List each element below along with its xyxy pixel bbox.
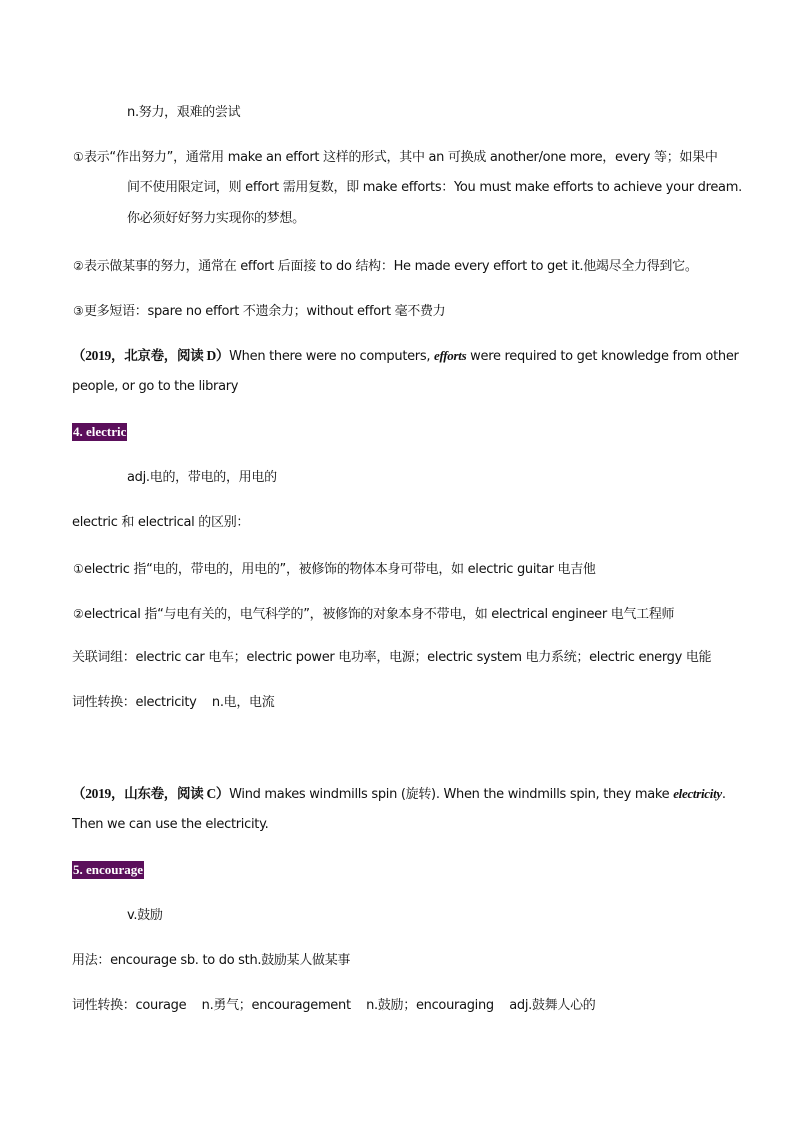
circled-number-3: ③ <box>73 304 84 318</box>
effort-note-1-translation: 你必须好好努力实现你的梦想。 <box>127 211 305 226</box>
effort-note-1-text: 表示“作出努力”，通常用 make an effort 这样的形式，其中 an 可换成 another/one more，every 等；如果中 <box>84 150 718 165</box>
example-keyword: efforts <box>434 348 467 363</box>
example-text-cont: . <box>721 787 726 802</box>
effort-note-1 <box>73 148 718 167</box>
example-text-cont: were required to get knowledge from other <box>466 349 739 364</box>
electric-note-1 <box>73 560 596 579</box>
circled-number-2: ② <box>73 607 84 621</box>
example-keyword: electricity <box>673 786 722 801</box>
example-source: （2019，山东卷，阅读 C） <box>72 786 230 801</box>
example-source: （2019，北京卷，阅读 D） <box>72 348 230 363</box>
effort-note-3 <box>73 302 445 321</box>
encourage-conversion: 词性转换：courage n.勇气；encouragement n.鼓励；encouraging adj.鼓舞人心的 <box>72 998 596 1013</box>
electric-example-line-2: Then we can use the electricity. <box>72 817 269 832</box>
effort-example-line-2: people, or go to the library <box>72 379 239 394</box>
electric-conversion: 词性转换：electricity n.电，电流 <box>72 695 275 710</box>
encourage-usage: 用法：encourage sb. to do sth.鼓励某人做某事 <box>72 953 351 968</box>
effort-definition: n.努力，艰难的尝试 <box>127 105 241 120</box>
circled-number-1: ① <box>73 150 84 164</box>
circled-number-1: ① <box>73 562 84 576</box>
electric-phrases: 关联词组：electric car 电车；electric power 电功率，电源；electric system 电力系统；electric energy 电能 <box>72 650 712 665</box>
effort-note-2 <box>73 257 698 276</box>
example-text: When there were no computers, <box>229 349 434 364</box>
electric-note-2 <box>73 605 674 624</box>
electric-example <box>72 785 726 804</box>
effort-note-2-text: 表示做某事的努力，通常在 effort 后面接 to do 结构：He made every effort to get it.他竭尽全力得到它。 <box>84 259 698 274</box>
electric-diff-title: electric 和 electrical 的区别： <box>72 515 250 530</box>
encourage-definition: v.鼓励 <box>127 908 163 923</box>
effort-note-3-text: 更多短语：spare no effort 不遗余力；without effort 毫不费力 <box>84 304 446 319</box>
circled-number-2: ② <box>73 259 84 273</box>
word-heading-electric: 4. electric <box>73 424 127 439</box>
electric-note-1-text: electric 指“电的，带电的，用电的”，被修饰的物体本身可带电，如 electric guitar 电吉他 <box>84 562 596 577</box>
electric-note-2-text: electrical 指“与电有关的，电气科学的”，被修饰的对象本身不带电，如 electrical engineer 电气工程师 <box>84 607 675 622</box>
effort-example <box>72 347 739 366</box>
electric-definition: adj.电的，带电的，用电的 <box>127 470 277 485</box>
effort-note-1-cont: 间不使用限定词，则 effort 需用复数，即 make efforts：You must make efforts to achieve your dream. <box>127 180 742 195</box>
example-text: Wind makes windmills spin (旋转). When the windmills spin, they make <box>229 787 674 802</box>
word-heading-encourage: 5. encourage <box>73 862 144 877</box>
